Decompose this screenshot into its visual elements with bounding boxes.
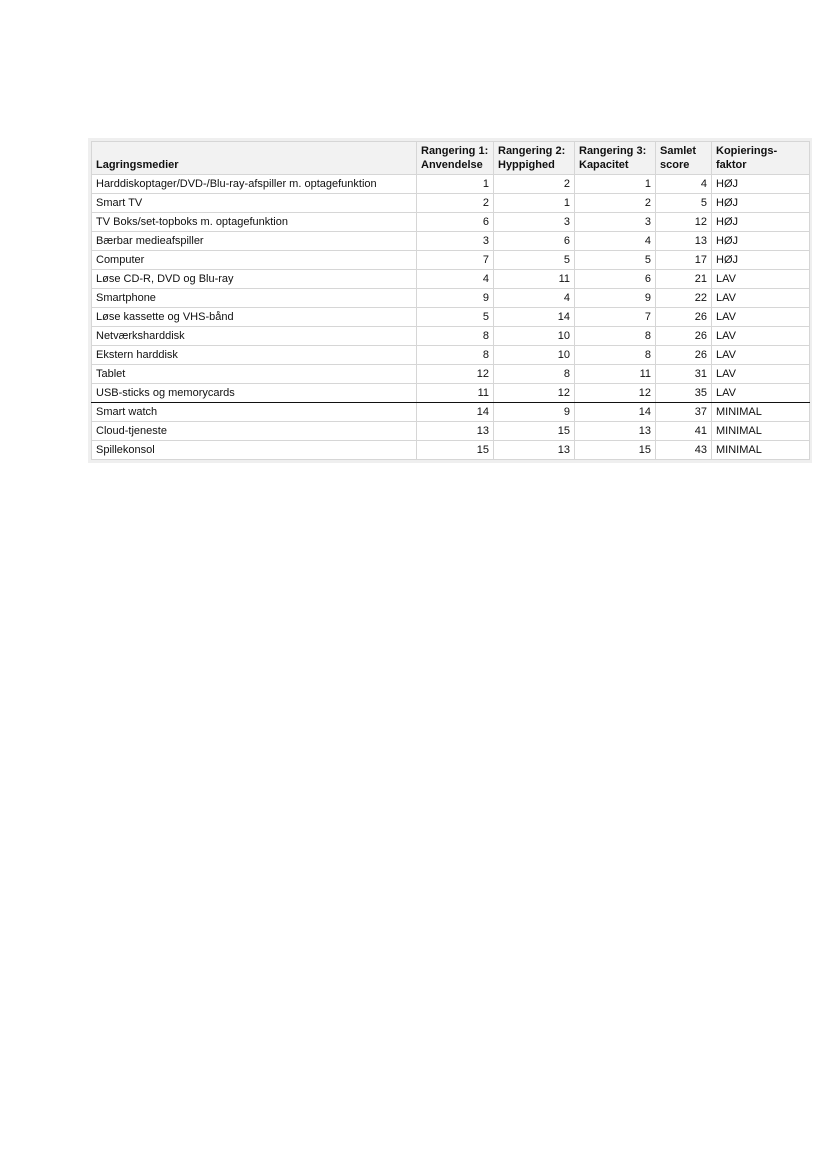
header-kopieringsfaktor: [712, 142, 810, 175]
storage-media-table-container: [88, 138, 812, 463]
table-row: [92, 270, 810, 289]
table-row: [92, 213, 810, 232]
cell-samlet-score: 4: [656, 175, 712, 194]
cell-rangering-2: 4: [494, 289, 575, 308]
cell-rangering-3: 8: [575, 346, 656, 365]
cell-rangering-1: 13: [417, 422, 494, 441]
cell-lagringsmedie: USB-sticks og memorycards: [92, 384, 417, 403]
cell-rangering-2: 2: [494, 175, 575, 194]
cell-lagringsmedie: Løse CD-R, DVD og Blu-ray: [92, 270, 417, 289]
table-row: [92, 441, 810, 460]
cell-kopieringsfaktor: HØJ: [712, 213, 810, 232]
cell-lagringsmedie: Smartphone: [92, 289, 417, 308]
cell-rangering-3: 14: [575, 403, 656, 422]
table-row: [92, 384, 810, 403]
cell-samlet-score: 37: [656, 403, 712, 422]
header-line2: score: [660, 159, 690, 171]
cell-rangering-1: 1: [417, 175, 494, 194]
cell-samlet-score: 17: [656, 251, 712, 270]
cell-rangering-1: 4: [417, 270, 494, 289]
header-line2: Kapacitet: [579, 159, 629, 171]
cell-rangering-2: 5: [494, 251, 575, 270]
table-header-row: [92, 142, 810, 175]
cell-kopieringsfaktor: LAV: [712, 270, 810, 289]
cell-kopieringsfaktor: HØJ: [712, 251, 810, 270]
cell-lagringsmedie: Bærbar medieafspiller: [92, 232, 417, 251]
cell-rangering-2: 15: [494, 422, 575, 441]
cell-kopieringsfaktor: HØJ: [712, 232, 810, 251]
table-row: [92, 308, 810, 327]
table-body: [92, 175, 810, 460]
cell-rangering-1: 7: [417, 251, 494, 270]
header-line2: Lagringsmedier: [96, 159, 179, 171]
cell-rangering-3: 6: [575, 270, 656, 289]
header-line1: Rangering 1:: [421, 145, 489, 157]
header-rangering-3: [575, 142, 656, 175]
cell-rangering-3: 8: [575, 327, 656, 346]
table-row: [92, 327, 810, 346]
cell-samlet-score: 43: [656, 441, 712, 460]
cell-rangering-2: 11: [494, 270, 575, 289]
cell-rangering-3: 7: [575, 308, 656, 327]
cell-rangering-1: 8: [417, 346, 494, 365]
header-rangering-2: [494, 142, 575, 175]
cell-rangering-1: 6: [417, 213, 494, 232]
cell-rangering-2: 10: [494, 346, 575, 365]
cell-kopieringsfaktor: HØJ: [712, 175, 810, 194]
cell-kopieringsfaktor: MINIMAL: [712, 441, 810, 460]
cell-rangering-1: 5: [417, 308, 494, 327]
cell-samlet-score: 26: [656, 327, 712, 346]
cell-samlet-score: 35: [656, 384, 712, 403]
table-row: [92, 232, 810, 251]
table-row: [92, 251, 810, 270]
cell-lagringsmedie: Smart watch: [92, 403, 417, 422]
cell-rangering-1: 15: [417, 441, 494, 460]
cell-rangering-3: 9: [575, 289, 656, 308]
cell-kopieringsfaktor: LAV: [712, 327, 810, 346]
cell-rangering-1: 12: [417, 365, 494, 384]
table-row: [92, 346, 810, 365]
header-line2: Hyppighed: [498, 159, 555, 171]
cell-lagringsmedie: Spillekonsol: [92, 441, 417, 460]
cell-rangering-1: 8: [417, 327, 494, 346]
cell-kopieringsfaktor: LAV: [712, 289, 810, 308]
cell-lagringsmedie: TV Boks/set-topboks m. optagefunktion: [92, 213, 417, 232]
cell-rangering-2: 9: [494, 403, 575, 422]
cell-lagringsmedie: Smart TV: [92, 194, 417, 213]
cell-kopieringsfaktor: MINIMAL: [712, 422, 810, 441]
header-line1: Rangering 2:: [498, 145, 566, 157]
table-row: [92, 365, 810, 384]
cell-rangering-1: 11: [417, 384, 494, 403]
cell-kopieringsfaktor: LAV: [712, 384, 810, 403]
cell-rangering-1: 3: [417, 232, 494, 251]
cell-rangering-3: 11: [575, 365, 656, 384]
cell-rangering-3: 2: [575, 194, 656, 213]
cell-rangering-2: 14: [494, 308, 575, 327]
cell-lagringsmedie: Computer: [92, 251, 417, 270]
cell-rangering-3: 4: [575, 232, 656, 251]
header-line2: faktor: [716, 159, 747, 171]
table-row: [92, 422, 810, 441]
table-row: [92, 289, 810, 308]
cell-lagringsmedie: Ekstern harddisk: [92, 346, 417, 365]
cell-samlet-score: 26: [656, 346, 712, 365]
table-row: [92, 175, 810, 194]
cell-kopieringsfaktor: HØJ: [712, 194, 810, 213]
cell-rangering-2: 3: [494, 213, 575, 232]
cell-rangering-2: 6: [494, 232, 575, 251]
cell-samlet-score: 13: [656, 232, 712, 251]
header-line2: Anvendelse: [421, 159, 483, 171]
cell-samlet-score: 41: [656, 422, 712, 441]
cell-lagringsmedie: Cloud-tjeneste: [92, 422, 417, 441]
cell-rangering-2: 13: [494, 441, 575, 460]
cell-samlet-score: 21: [656, 270, 712, 289]
header-line1: Samlet: [660, 145, 697, 157]
header-rangering-1: [417, 142, 494, 175]
cell-rangering-3: 13: [575, 422, 656, 441]
cell-rangering-2: 12: [494, 384, 575, 403]
cell-lagringsmedie: Harddiskoptager/DVD-/Blu-ray-afspiller m. optagefunktion: [92, 175, 417, 194]
table-row: [92, 194, 810, 213]
cell-lagringsmedie: Netværksharddisk: [92, 327, 417, 346]
cell-rangering-3: 1: [575, 175, 656, 194]
cell-lagringsmedie: Tablet: [92, 365, 417, 384]
header-line1: [96, 144, 412, 158]
cell-rangering-1: 9: [417, 289, 494, 308]
header-line1: Kopierings-: [716, 145, 778, 157]
cell-rangering-2: 10: [494, 327, 575, 346]
cell-samlet-score: 5: [656, 194, 712, 213]
cell-rangering-2: 8: [494, 365, 575, 384]
table-row: [92, 403, 810, 422]
cell-lagringsmedie: Løse kassette og VHS-bånd: [92, 308, 417, 327]
storage-media-table: [91, 141, 810, 460]
cell-rangering-3: 12: [575, 384, 656, 403]
cell-rangering-3: 15: [575, 441, 656, 460]
cell-rangering-1: 2: [417, 194, 494, 213]
cell-rangering-3: 3: [575, 213, 656, 232]
header-line1: Rangering 3:: [579, 145, 647, 157]
header-samlet-score: [656, 142, 712, 175]
cell-kopieringsfaktor: MINIMAL: [712, 403, 810, 422]
cell-kopieringsfaktor: LAV: [712, 308, 810, 327]
cell-rangering-2: 1: [494, 194, 575, 213]
cell-rangering-1: 14: [417, 403, 494, 422]
cell-kopieringsfaktor: LAV: [712, 346, 810, 365]
cell-samlet-score: 12: [656, 213, 712, 232]
cell-rangering-3: 5: [575, 251, 656, 270]
cell-samlet-score: 26: [656, 308, 712, 327]
cell-samlet-score: 22: [656, 289, 712, 308]
cell-samlet-score: 31: [656, 365, 712, 384]
header-lagringsmedier: [92, 142, 417, 175]
cell-kopieringsfaktor: LAV: [712, 365, 810, 384]
